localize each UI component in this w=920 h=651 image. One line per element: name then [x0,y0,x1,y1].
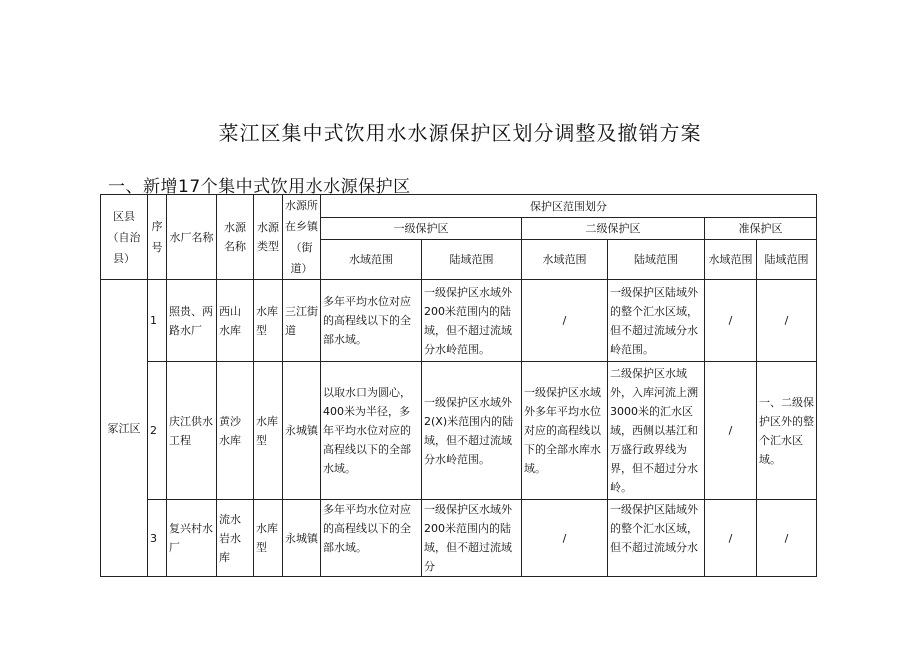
row-l1-land: 一级保护区水域外200米范围内的陆域，但不超过流域分 [422,500,522,577]
row-l1-water: 多年平均水位对应的高程线以下的全部水域。 [321,280,422,362]
header-l1-water: 水域范围 [321,239,422,279]
row-town: 永城镇 [283,500,321,577]
header-l2-water: 水域范围 [522,239,608,279]
row-seq: 3 [148,500,167,577]
row-town: 永城镇 [283,362,321,500]
row-l1-water: 以取水口为圆心，400米为半径，多年平均水位对应的高程线以下的全部水域。 [321,362,422,500]
header-l2-land: 陆域范围 [608,239,705,279]
county-cell: 冢江区 [101,280,148,577]
row-town: 三江街道 [283,280,321,362]
header-l1-land: 陆域范围 [422,239,522,279]
row-source-name: 流水岩水库 [217,500,254,577]
row-source-type: 水库型 [254,280,283,362]
header-level2: 二级保护区 [522,218,705,239]
row-l2-water: 一级保护区水域外多年平均水位对应的高程线以下的全部水库水域。 [522,362,608,500]
header-seq: 序号 [148,195,167,280]
row-source-name: 黄沙水库 [217,362,254,500]
row-q-land: / [757,500,817,577]
header-q-land: 陆域范围 [757,239,817,279]
protection-zone-table [100,194,817,577]
table-row [101,280,817,362]
header-q-water: 水域范围 [705,239,757,279]
row-seq: 1 [148,280,167,362]
row-source-type: 水库型 [254,362,283,500]
row-l2-water: / [522,500,608,577]
row-plant: 照贵、两路水厂 [167,280,217,362]
header-source-type: 水源类型 [254,195,283,280]
header-source-name: 水源名称 [217,195,254,280]
row-l1-land: 一级保护区水域外2(X)米范围内的陆域，但不超过流域分水岭范围。 [422,362,522,500]
row-l2-water: / [522,280,608,362]
row-q-water: / [705,500,757,577]
row-q-water: / [705,280,757,362]
header-town: 水源所在乡镇（街道） [283,195,321,280]
row-source-name: 西山水库 [217,280,254,362]
row-plant: 庆江供水工程 [167,362,217,500]
row-l2-land: 二级保护区水域外，入库河流上溯3000米的汇水区域，西侧以基江和万盛行政界线为界，但不超过分水岭。 [608,362,705,500]
table-row [101,362,817,500]
row-source-type: 水库型 [254,500,283,577]
row-l2-land: 一级保护区陆域外的整个汇水区域，但不超过流域分水 [608,500,705,577]
header-county: 区县（自治县） [101,195,148,280]
header-plant-name: 水厂名称 [167,195,217,280]
row-q-water: / [705,362,757,500]
row-plant: 复兴村水厂 [167,500,217,577]
row-l1-land: 一级保护区水域外200米范围内的陆域，但不超过流域分水岭范围。 [422,280,522,362]
row-seq: 2 [148,362,167,500]
row-l2-land: 一级保护区陆域外的整个汇水区域，但不超过流域分水岭范围。 [608,280,705,362]
section-heading: 一、新增17个集中式饮用水水源保护区 [108,177,411,197]
header-protection-division: 保护区范围划分 [321,195,817,218]
row-l1-water: 多年平均水位对应的高程线以下的全部水域。 [321,500,422,577]
header-level1: 一级保护区 [321,218,522,239]
row-q-land: / [757,280,817,362]
table-row [101,500,817,577]
header-quasi: 准保护区 [705,218,817,239]
row-q-land: 一、二级保护区外的整个汇水区域。 [757,362,817,500]
document-title: 菜江区集中式饮用水水源保护区划分调整及撤销方案 [218,121,702,145]
